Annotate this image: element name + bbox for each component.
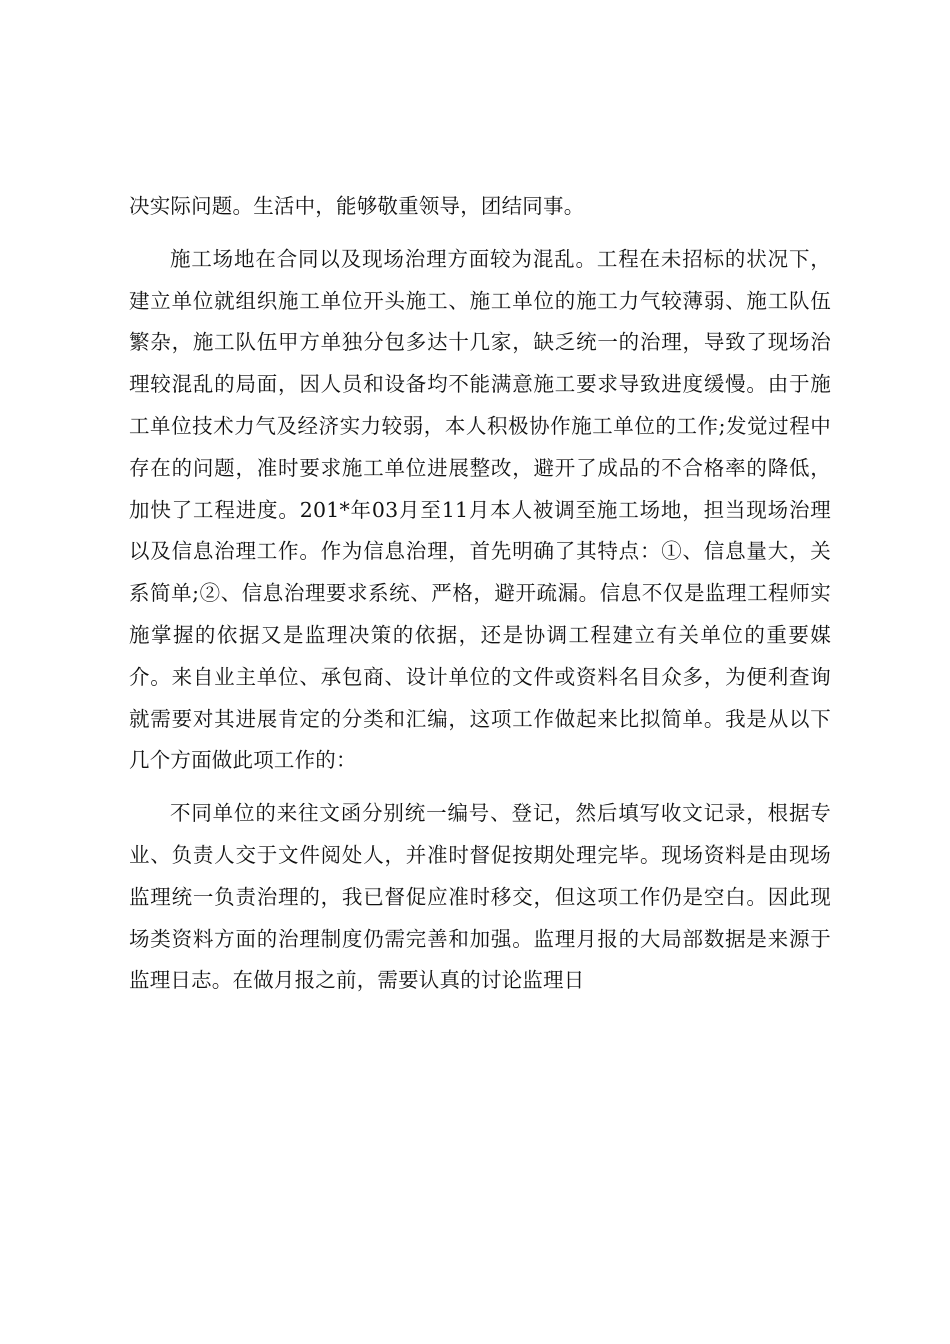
document-body	[129, 186, 831, 1013]
paragraph-2: 施工场地在合同以及现场治理方面较为混乱。工程在未招标的状况下，建立单位就组织施工单位开头施工、施工单位的施工力气较薄弱、施工队伍繁杂，施工队伍甲方单独分包多达十几家，缺乏统一的治理，导致了现场治理较混乱的局面，因人员和设备均不能满意施工要求导致进度缓慢。由于施工单位技术力气及经济实力较弱，本人积极协作施工单位的工作;发觉过程中存在的问题，准时要求施工单位进展整改，避开了成品的不合格率的降低，加快了工程进度。201*年03月至11月本人被调至施工场地，担当现场治理以及信息治理工作。作为信息治理，首先明确了其特点：①、信息量大，关系简单;②、信息治理要求系统、严格，避开疏漏。信息不仅是监理工程师实施掌握的依据又是监理决策的依据，还是协调工程建立有关单位的重要媒介。来自业主单位、承包商、设计单位的文件或资料名目众多，为便利查询就需要对其进展肯定的分类和汇编，这项工作做起来比拟简单。我是从以下几个方面做此项工作的：	[129, 246, 831, 773]
paragraph-1: 决实际问题。生活中，能够敬重领导，团结同事。	[129, 194, 585, 218]
paragraph-3: 不同单位的来往文函分别统一编号、登记，然后填写收文记录，根据专业、负责人交于文件阅处人，并准时督促按期处理完毕。现场资料是由现场监理统一负责治理的，我已督促应准时移交，但这项工作仍是空白。因此现场类资料方面的治理制度仍需完善和加强。监理月报的大局部数据是来源于监理日志。在做月报之前，需要认真的讨论监理日	[129, 801, 831, 993]
